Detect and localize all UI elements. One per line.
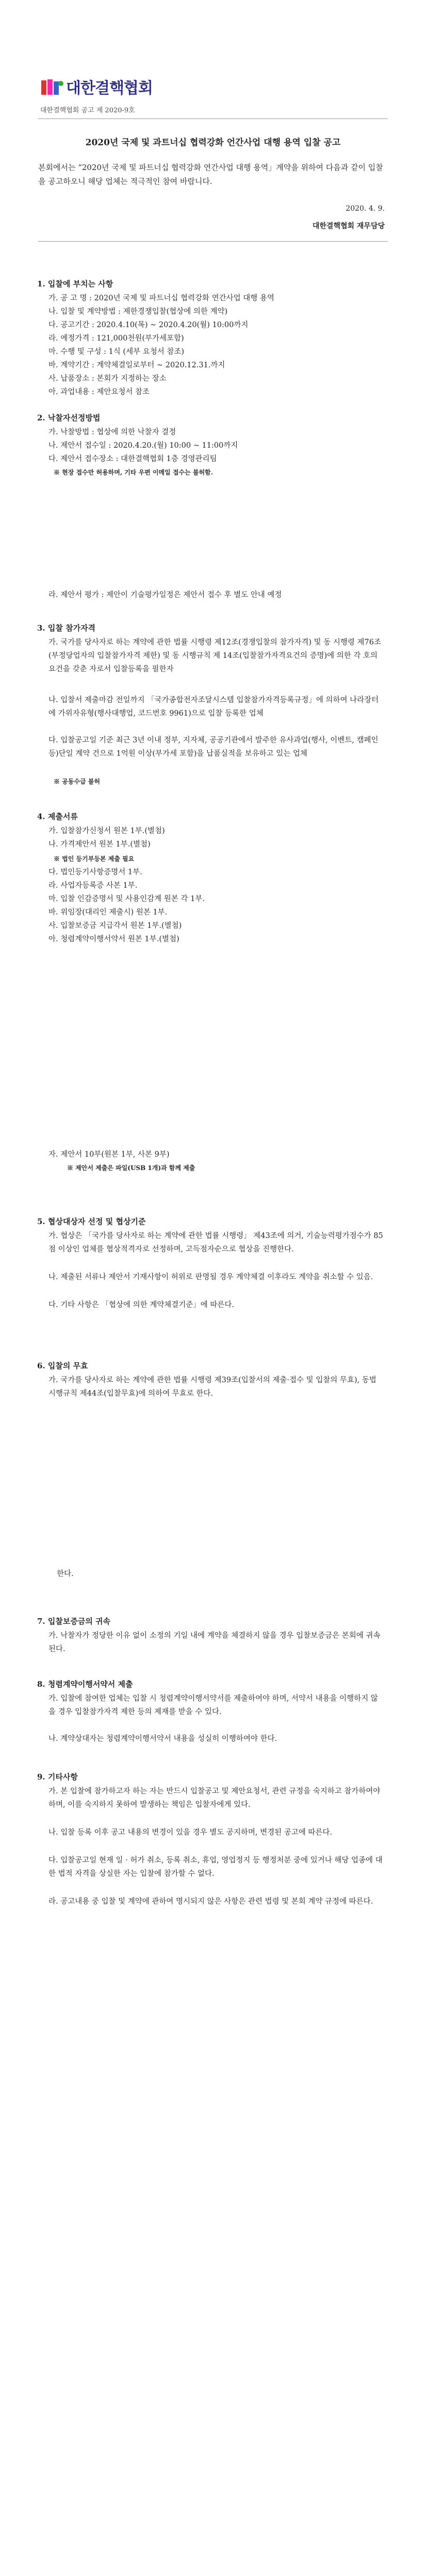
section-1-item: 마. 수행 및 구성 : 1식 (세부 요청서 참조) [48, 348, 185, 356]
intro-paragraph: 본회에서는 “2020년 국제 및 파트너십 협력강화 연간사업 대행 용역」계약을 위하여 다음과 같이 입찰을 공고하오니 해당 업체는 적극적인 참여 바랍니다. [38, 163, 383, 186]
section-7-heading: 7. 입찰보증금의 귀속 [37, 1617, 111, 1626]
section-4-item: 마. 입찰 인감증명서 및 사용인감계 원본 각 1부. [48, 895, 205, 903]
section-1-item: 나. 입찰 및 계약방법 : 제한경쟁입찰(협상에 의한 계약) [48, 308, 228, 316]
section-1-item: 아. 과업내용 : 제안요청서 참조 [48, 388, 150, 396]
section-4-item: 자. 제안서 10부(원본 1부, 사본 9부) [48, 1150, 170, 1159]
notice-number: 대한결핵협회 공고 제 2020-9호 [40, 107, 135, 114]
section-2-item: 가. 낙찰방법 : 협상에 의한 낙찰자 결정 [48, 428, 176, 436]
section-1-item: 가. 공 고 명 : 2020년 국제 및 파트너십 협력강화 연간사업 대행 용역 [48, 294, 274, 302]
section-3-item: 가. 국가를 당사자로 하는 계약에 관한 법률 시행령 제12조(경쟁입찰의 참가자격) 및 동 시행령 제76조(부정당업자의 입찰참가자격 제한) 및 동 시행규칙 제 14조(입찰참가자격요건의 증명)에 의한 각 호의 요건을 갖춘 자로서 입찰등록을 필한자 [48, 638, 382, 673]
section-9-item: 가. 본 입찰에 참가하고자 하는 자는 반드시 입찰공고 및 제안요청서, 관련 규정을 숙지하고 참가하여야 하며, 이를 숙지하지 못하여 발생하는 책임은 입찰자에게 있다. [48, 1787, 381, 1809]
section-2-item: 다. 제안서 접수장소 : 대한결핵협회 1층 경영관리팀 [48, 455, 217, 463]
section-5-item: 나. 제출된 서류나 제안서 기재사항이 허위로 판명될 경우 계약체결 이후라도 계약을 취소할 수 있음. [48, 1273, 373, 1281]
section-4-item: 바. 위임장(대리인 제출시) 원본 1부. [48, 908, 168, 917]
section-8-heading: 8. 청렴계약이행서약서 제출 [37, 1680, 133, 1689]
section-4-heading: 4. 제출서류 [37, 812, 78, 821]
section-1-heading: 1. 입찰에 부치는 사항 [37, 279, 113, 289]
section-1-item: 사. 납품장소 : 본회가 지정하는 장소 [48, 375, 167, 383]
section-2-note: ※ 현장 접수만 허용하며, 기타 우편 이메일 접수는 불허함. [54, 469, 213, 476]
section-3-item: 나. 입찰서 제출마감 전일까지 「국가종합전자조달시스템 입찰참가자격등록규정」에 의하여 나라장터에 가위자유형(행사대행업, 코드번호 9961)으로 입찰 등록한 업체 [48, 696, 379, 718]
section-3-note: ※ 공동수급 불허 [54, 778, 100, 785]
section-2-item: 라. 제안서 평가 : 제안이 기술평가일정은 제안서 접수 후 별도 안내 예정 [48, 591, 282, 599]
org-name: 대한결핵협회 [66, 79, 153, 97]
section-4-item: 다. 법인등기사항증명서 1부. [48, 868, 142, 876]
section-1-item: 바. 계약기간 : 계약체결일로부터 ~ 2020.12.31.까지 [48, 361, 225, 369]
section-9-item: 나. 입찰 등록 이후 공고 내용의 변경이 있을 경우 별도 공지하며, 변경된 공고에 따른다. [48, 1828, 332, 1837]
section-9-item: 다. 입찰공고일 현재 일 · 허가 취소, 등록 취소, 휴업, 영업정지 등 행정처분 중에 있거나 해당 업종에 대한 법적 자격을 상실한 자는 입찰에 참가할 수 없다. [48, 1856, 383, 1878]
section-1-item: 다. 공고기간 : 2020.4.10(목) ~ 2020.4.20(월) 10:00까지 [48, 321, 249, 329]
section-5-heading: 5. 협상대상자 선정 및 협상기준 [37, 1217, 146, 1226]
section-9-heading: 9. 기타사항 [37, 1772, 78, 1782]
section-6-item: 한다. [57, 1570, 74, 1578]
section-4-note: ※ 제안서 제출은 파일(USB 1개)과 함께 제출 [67, 1164, 195, 1172]
header-divider [38, 118, 388, 119]
section-1-item: 라. 예정가격 : 121,000천원(부가세포함) [48, 334, 184, 343]
section-7-item: 가. 낙찰자가 정당한 이유 없이 소정의 기일 내에 계약을 체결하지 않을 경우 입찰보증금은 본회에 귀속된다. [48, 1632, 381, 1653]
section-2-heading: 2. 낙찰자선정방법 [37, 413, 101, 422]
section-3-heading: 3. 입찰 참가자격 [37, 623, 96, 633]
section-5-item: 가. 협상은 「국가를 당사자로 하는 계약에 관한 법률 시행령」 제43조에 의거, 기술능력평가점수가 85점 이상인 업체를 협상적격자로 선정하며, 고득점자순으로 협상을 진행한다. [48, 1232, 383, 1253]
signer: 대한결핵협회 재무담당 [312, 222, 385, 230]
section-4-item: 아. 청렴계약이행서약서 원본 1부.(별첨) [48, 935, 179, 943]
page-title: 2020년 국제 및 과트너십 협력강화 언간사업 대행 용역 입찰 공고 [85, 138, 341, 148]
intro-divider [38, 241, 388, 242]
notice-date: 2020. 4. 9. [346, 205, 385, 213]
section-6-heading: 6. 입찰의 무효 [37, 1361, 88, 1370]
section-8-item: 나. 계약상대자는 청렴계약이행서약서 내용을 성실히 이행하여야 한다. [48, 1735, 277, 1743]
section-8-item: 가. 입찰에 참여한 업체는 입찰 시 청렴계약이행서약서를 제출하여야 하며, 서약서 내용을 이행하지 않을 경우 입찰참가자격 제한 등의 제재를 받을 수 있다. [48, 1694, 378, 1716]
section-4-item: 나. 가격제안서 원본 1부.(별첨) [48, 840, 151, 849]
section-4-item: 가. 입찰참가신청서 원본 1부.(별첨) [48, 827, 165, 835]
section-4-note: ※ 법인 등기부등본 제출 필요 [54, 855, 135, 862]
logo-icon [40, 77, 64, 98]
section-4-item: 사. 입찰보증금 지급각서 원본 1부.(별첨) [48, 922, 182, 930]
section-3-item: 다. 입찰공고일 기준 최근 3년 이내 정부, 지자체, 공공기관에서 발주한 유사과업(행사, 이벤트, 캠페인 등)단일 계약 건으로 1억원 이상(부가세 포함)을 납품실적을 보유하고 있는 업체 [48, 736, 379, 758]
section-4-item: 라. 사업자등록증 사본 1부. [48, 882, 138, 890]
section-2-item: 나. 제안서 접수일 : 2020.4.20.(월) 10:00 ~ 11:00까지 [48, 442, 238, 450]
section-5-item: 다. 기타 사항은 「협상에 의한 계약체결기준」에 따른다. [48, 1301, 235, 1309]
section-6-item: 가. 국가를 당사자로 하는 계약에 관한 법률 시행령 제39조(입찰서의 제출·접수 및 입찰의 무효), 동법 시행규칙 제44조(입찰무효)에 의하여 무효로 한다. [48, 1376, 376, 1398]
section-9-item: 라. 공고내용 중 입찰 및 계약에 관하여 명시되지 않은 사항은 관련 법령 및 본회 계약 규정에 따른다. [48, 1897, 373, 1906]
